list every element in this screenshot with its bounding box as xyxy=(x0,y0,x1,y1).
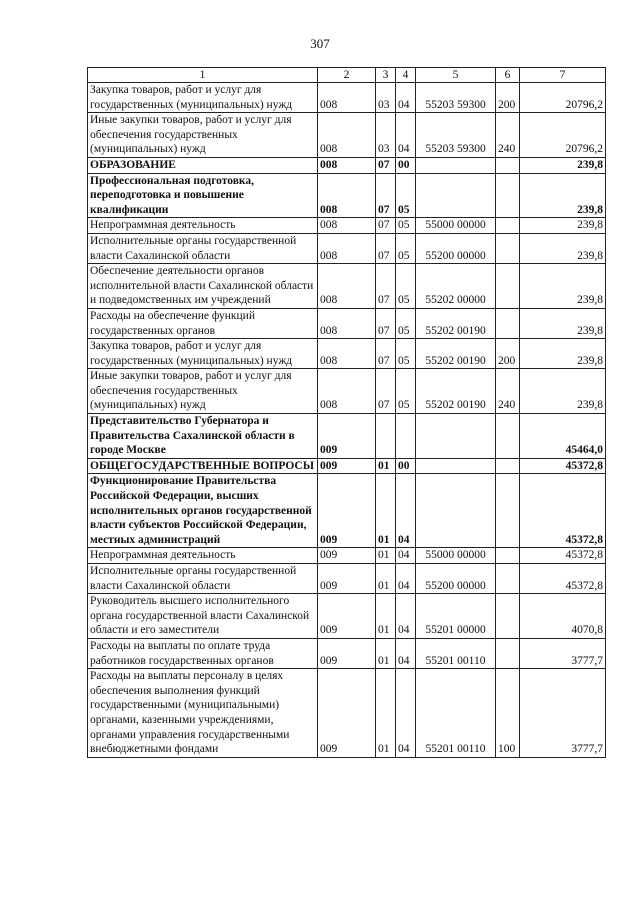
ministry-code-cell: 009 xyxy=(318,594,376,639)
section-code-cell: 01 xyxy=(376,548,396,564)
subsection-code-cell: 04 xyxy=(396,638,416,668)
target-article-cell xyxy=(416,474,496,548)
ministry-code-cell: 008 xyxy=(318,264,376,309)
amount-cell: 20796,2 xyxy=(520,113,606,158)
target-article-cell: 55201 00110 xyxy=(416,669,496,758)
amount-cell: 239,8 xyxy=(520,157,606,173)
ministry-code-cell: 008 xyxy=(318,218,376,234)
subsection-code-cell: 05 xyxy=(396,233,416,263)
ministry-code-cell: 009 xyxy=(318,564,376,594)
item-name-cell: Непрограммная деятельность xyxy=(88,548,318,564)
table-row xyxy=(88,308,606,338)
target-article-cell: 55202 00190 xyxy=(416,339,496,369)
expense-type-cell: 240 xyxy=(496,113,520,158)
target-article-cell: 55202 00000 xyxy=(416,264,496,309)
item-name-cell: Обеспечение деятельности органов исполнительной власти Сахалинской области и подведомственных им учреждений xyxy=(88,264,318,309)
subsection-code-cell: 00 xyxy=(396,458,416,474)
table-row xyxy=(88,458,606,474)
section-code-cell: 01 xyxy=(376,474,396,548)
section-code-cell: 07 xyxy=(376,218,396,234)
item-name-cell: Непрограммная деятельность xyxy=(88,218,318,234)
ministry-code-cell: 009 xyxy=(318,414,376,459)
subsection-code-cell: 04 xyxy=(396,474,416,548)
item-name-cell: Представительство Губернатора и Правительства Сахалинской области в городе Москве xyxy=(88,414,318,459)
expense-type-cell xyxy=(496,458,520,474)
item-name-cell: Иные закупки товаров, работ и услуг для обеспечения государственных (муниципальных) нужд xyxy=(88,369,318,414)
item-name-cell: Исполнительные органы государственной власти Сахалинской области xyxy=(88,564,318,594)
subsection-code-cell: 05 xyxy=(396,339,416,369)
target-article-cell: 55201 00000 xyxy=(416,594,496,639)
expense-type-cell: 100 xyxy=(496,669,520,758)
amount-cell: 45372,8 xyxy=(520,548,606,564)
table-row xyxy=(88,339,606,369)
ministry-code-cell: 008 xyxy=(318,157,376,173)
target-article-cell xyxy=(416,458,496,474)
amount-cell: 239,8 xyxy=(520,339,606,369)
item-name-cell: ОБРАЗОВАНИЕ xyxy=(88,157,318,173)
table-row xyxy=(88,638,606,668)
item-name-cell: Исполнительные органы государственной власти Сахалинской области xyxy=(88,233,318,263)
table-row xyxy=(88,173,606,218)
target-article-cell: 55203 59300 xyxy=(416,113,496,158)
table-row xyxy=(88,218,606,234)
expense-type-cell xyxy=(496,548,520,564)
section-code-cell: 03 xyxy=(376,83,396,113)
expense-type-cell xyxy=(496,564,520,594)
subsection-code-cell: 05 xyxy=(396,369,416,414)
table-row xyxy=(88,157,606,173)
amount-cell: 239,8 xyxy=(520,308,606,338)
ministry-code-cell: 008 xyxy=(318,339,376,369)
amount-cell: 239,8 xyxy=(520,233,606,263)
expense-type-cell xyxy=(496,308,520,338)
ministry-code-cell: 008 xyxy=(318,233,376,263)
table-row xyxy=(88,264,606,309)
table-body xyxy=(88,68,606,758)
ministry-code-cell: 008 xyxy=(318,369,376,414)
target-article-cell: 55000 00000 xyxy=(416,218,496,234)
subsection-code-cell: 04 xyxy=(396,113,416,158)
ministry-code-cell: 009 xyxy=(318,548,376,564)
expense-type-cell xyxy=(496,594,520,639)
section-code-cell: 01 xyxy=(376,638,396,668)
subsection-code-cell: 05 xyxy=(396,308,416,338)
subsection-code-cell: 05 xyxy=(396,218,416,234)
section-code-cell: 01 xyxy=(376,458,396,474)
header-cell: 1 xyxy=(88,68,318,83)
section-code-cell: 07 xyxy=(376,308,396,338)
subsection-code-cell: 00 xyxy=(396,157,416,173)
amount-cell: 3777,7 xyxy=(520,669,606,758)
header-row xyxy=(88,68,606,83)
table-row xyxy=(88,594,606,639)
ministry-code-cell: 008 xyxy=(318,173,376,218)
target-article-cell: 55201 00110 xyxy=(416,638,496,668)
item-name-cell: Расходы на обеспечение функций государственных органов xyxy=(88,308,318,338)
amount-cell: 239,8 xyxy=(520,218,606,234)
header-cell: 3 xyxy=(376,68,396,83)
expense-type-cell: 200 xyxy=(496,339,520,369)
expense-type-cell xyxy=(496,218,520,234)
section-code-cell: 07 xyxy=(376,369,396,414)
expense-type-cell xyxy=(496,474,520,548)
table-row xyxy=(88,113,606,158)
item-name-cell: ОБЩЕГОСУДАРСТВЕННЫЕ ВОПРОСЫ xyxy=(88,458,318,474)
item-name-cell: Руководитель высшего исполнительного органа государственной власти Сахалинской области и его заместители xyxy=(88,594,318,639)
section-code-cell: 07 xyxy=(376,339,396,369)
table-row xyxy=(88,233,606,263)
section-code-cell: 07 xyxy=(376,157,396,173)
subsection-code-cell: 04 xyxy=(396,594,416,639)
section-code-cell: 01 xyxy=(376,594,396,639)
expense-type-cell xyxy=(496,414,520,459)
amount-cell: 239,8 xyxy=(520,369,606,414)
ministry-code-cell: 009 xyxy=(318,669,376,758)
amount-cell: 3777,7 xyxy=(520,638,606,668)
subsection-code-cell: 05 xyxy=(396,264,416,309)
item-name-cell: Закупка товаров, работ и услуг для государственных (муниципальных) нужд xyxy=(88,83,318,113)
amount-cell: 45372,8 xyxy=(520,458,606,474)
target-article-cell: 55200 00000 xyxy=(416,233,496,263)
table-row xyxy=(88,669,606,758)
expense-type-cell xyxy=(496,638,520,668)
ministry-code-cell: 008 xyxy=(318,113,376,158)
target-article-cell xyxy=(416,414,496,459)
amount-cell: 45464,0 xyxy=(520,414,606,459)
amount-cell: 239,8 xyxy=(520,264,606,309)
section-code-cell: 01 xyxy=(376,564,396,594)
section-code-cell: 03 xyxy=(376,113,396,158)
section-code-cell: 07 xyxy=(376,264,396,309)
item-name-cell: Закупка товаров, работ и услуг для государственных (муниципальных) нужд xyxy=(88,339,318,369)
page-number: 307 xyxy=(310,36,330,51)
item-name-cell: Функционирование Правительства Российской Федерации, высших исполнительных органов государственной власти субъектов Российской Федерации, местных администраций xyxy=(88,474,318,548)
expense-type-cell xyxy=(496,173,520,218)
table-row xyxy=(88,564,606,594)
section-code-cell: 01 xyxy=(376,669,396,758)
ministry-code-cell: 009 xyxy=(318,638,376,668)
item-name-cell: Расходы на выплаты персоналу в целях обеспечения выполнения функций государственными (муниципальными) органами, казенными учреждениями, органами управления государственными внебюджетными фондами xyxy=(88,669,318,758)
section-code-cell xyxy=(376,414,396,459)
table-row xyxy=(88,83,606,113)
header-cell: 2 xyxy=(318,68,376,83)
expense-type-cell: 240 xyxy=(496,369,520,414)
subsection-code-cell: 04 xyxy=(396,83,416,113)
header-cell: 4 xyxy=(396,68,416,83)
amount-cell: 45372,8 xyxy=(520,474,606,548)
target-article-cell: 55202 00190 xyxy=(416,308,496,338)
section-code-cell: 07 xyxy=(376,173,396,218)
header-cell: 6 xyxy=(496,68,520,83)
subsection-code-cell xyxy=(396,414,416,459)
table-row xyxy=(88,369,606,414)
item-name-cell: Расходы на выплаты по оплате труда работников государственных органов xyxy=(88,638,318,668)
target-article-cell xyxy=(416,157,496,173)
subsection-code-cell: 04 xyxy=(396,564,416,594)
ministry-code-cell: 009 xyxy=(318,474,376,548)
target-article-cell: 55203 59300 xyxy=(416,83,496,113)
amount-cell: 20796,2 xyxy=(520,83,606,113)
expense-type-cell: 200 xyxy=(496,83,520,113)
ministry-code-cell: 009 xyxy=(318,458,376,474)
header-cell: 5 xyxy=(416,68,496,83)
budget-table xyxy=(87,67,606,758)
header-cell: 7 xyxy=(520,68,606,83)
section-code-cell: 07 xyxy=(376,233,396,263)
amount-cell: 4070,8 xyxy=(520,594,606,639)
amount-cell: 45372,8 xyxy=(520,564,606,594)
subsection-code-cell: 05 xyxy=(396,173,416,218)
ministry-code-cell: 008 xyxy=(318,83,376,113)
ministry-code-cell: 008 xyxy=(318,308,376,338)
expense-type-cell xyxy=(496,264,520,309)
table-row xyxy=(88,474,606,548)
table-row xyxy=(88,548,606,564)
target-article-cell xyxy=(416,173,496,218)
expense-type-cell xyxy=(496,157,520,173)
subsection-code-cell: 04 xyxy=(396,669,416,758)
item-name-cell: Иные закупки товаров, работ и услуг для обеспечения государственных (муниципальных) нужд xyxy=(88,113,318,158)
table-row xyxy=(88,414,606,459)
target-article-cell: 55200 00000 xyxy=(416,564,496,594)
subsection-code-cell: 04 xyxy=(396,548,416,564)
expense-type-cell xyxy=(496,233,520,263)
target-article-cell: 55202 00190 xyxy=(416,369,496,414)
amount-cell: 239,8 xyxy=(520,173,606,218)
target-article-cell: 55000 00000 xyxy=(416,548,496,564)
item-name-cell: Профессиональная подготовка, переподготовка и повышение квалификации xyxy=(88,173,318,218)
